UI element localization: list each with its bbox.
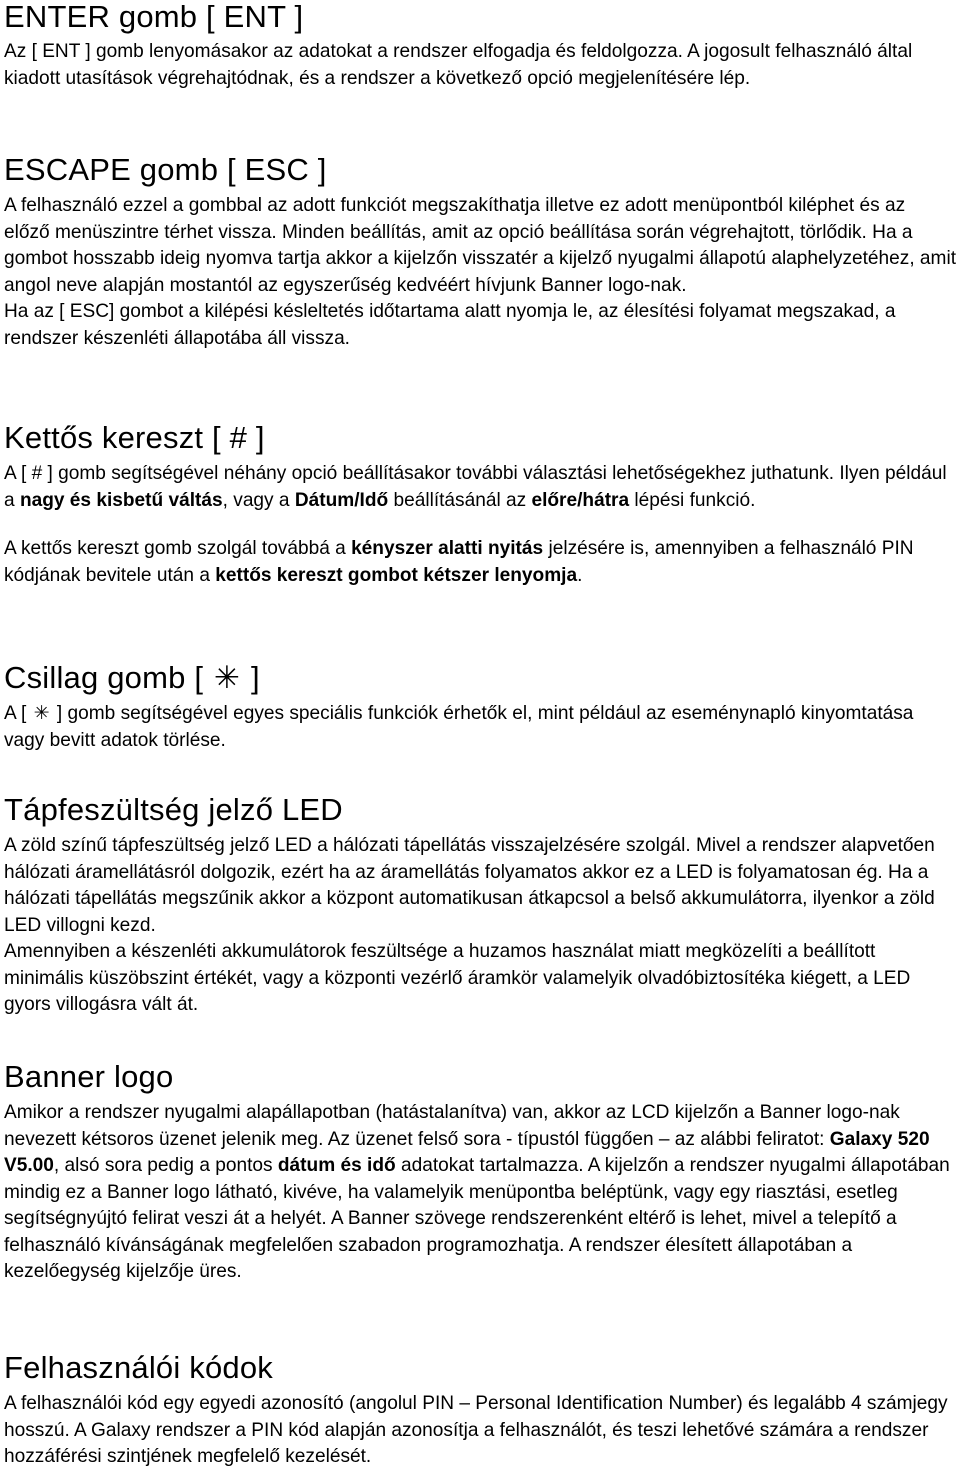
text-run: A [ # ] gomb segítségével néhány opció beállításakor további választási lehetőségekhez juthatunk. Ilyen például a: [4, 463, 947, 511]
asterisk-icon: ✳: [214, 660, 241, 695]
text-run: jelzésére is, amennyiben a felhasználó PIN kódjának bevitele után a: [4, 538, 914, 586]
asterisk-icon: ✳: [33, 703, 50, 724]
heading-escape: ESCAPE gomb [ ESC ]: [4, 152, 327, 187]
text-run: Csillag gomb [: [4, 660, 213, 695]
paragraph-escape-2: Ha az [ ESC] gombot a kilépési késleltetés időtartama alatt nyomja le, az élesítési folyamat megszakad, a rendszer készenléti állapotába áll vissza.: [4, 301, 896, 349]
text-run: ]: [242, 660, 260, 695]
section-enter: [4, 0, 956, 92]
bold-text: nagy és kisbetű váltás: [19, 489, 223, 511]
section-user-codes: [4, 1351, 956, 1471]
text-run: Amikor a rendszer nyugalmi alapállapotban (hatástalanítva) van, akkor az LCD kijelzőn a Banner logo-nak nevezett kétsoros üzenet jelenik meg. Az üzenet felső sora - típustól függően – az alábbi feliratot:: [4, 1102, 900, 1150]
heading-hash: Kettős kereszt [ # ]: [4, 420, 265, 455]
text-run: lépési funkció.: [629, 489, 756, 511]
paragraph-enter: Az [ ENT ] gomb lenyomásakor az adatokat a rendszer elfogadja és feldolgozza. A jogosult felhasználó által kiadott utasítások végrehajtódnak, és a rendszer a következő opció megjelenítésére lép.: [4, 41, 913, 89]
paragraph-power-led-1: A zöld színű tápfeszültség jelző LED a hálózati tápellátás visszajelzésére szolgál. Mivel a rendszer alapvetően hálózati áramellátásról dolgozik, ezért ha az áramellátás folyamatos akkor ez a LED is folyamatosan ég. Ha a hálózati tápellátás megszűnik akkor a központ automatikusan átkapcsol a belső akkumulátorra, ilyenkor a zöld LED villogni kezd.: [4, 835, 935, 936]
heading-star: [4, 661, 956, 695]
heading-enter: ENTER gomb [ ENT ]: [4, 0, 304, 34]
paragraph-power-led-2: Amennyiben a készenléti akkumulátorok feszültsége a huzamos használat miatt megközelíti a beállított minimális küszöbszint értékét, vagy a központi vezérlő áramkör valamelyik olvadóbiztosítéka kiégett, a LED gyors villogásra vált át.: [4, 941, 911, 1015]
paragraph-escape-1: A felhasználó ezzel a gombbal az adott funkciót megszakíthatja illetve ez adott menüpontból kiléphet és az előző menüszintre térhet vissza. Minden beállítás, amit az opció beállítása során végrehajtott, törlődik. Ha a gombot hosszabb ideig nyomva tartja akkor a kijelzőn visszatér a kijelző nyugalmi állapotú alaphelyzetéhez, amit angol neve alapján mostantól az egyszerűség kedvéért hívjunk Banner logo-nak.: [4, 195, 957, 296]
text-run: , vagy a: [222, 489, 295, 511]
heading-power-led: Tápfeszültség jelző LED: [4, 792, 343, 827]
bold-text: dátum és idő: [277, 1155, 396, 1176]
section-star: [4, 661, 956, 754]
section-banner-logo: [4, 1060, 956, 1286]
bold-text: Dátum/Idő: [294, 489, 389, 511]
bold-text: Galaxy 520 V5.00: [4, 1128, 930, 1176]
heading-user-codes: Felhasználói kódok: [4, 1350, 273, 1385]
paragraph-hash-2: [4, 536, 956, 589]
paragraph-banner-logo: [4, 1100, 956, 1286]
text-run: A [: [4, 703, 32, 724]
paragraph-hash-1: [4, 461, 956, 514]
text-run: adatokat tartalmazza. A kijelzőn a rendszer nyugalmi állapotában mindig ez a Banner logo látható, kivéve, ha valamelyik menüpontba beléptünk, vagy egy riasztási, esetleg segítségnyújtó felirat veszi át a helyét. A Banner szövege rendszerenként eltérő is lehet, mivel a telepítő a felhasználó kívánságának megfelelően szabadon programozhatja. A rendszer élesített állapotában a kezelőegység kijelzője üres.: [4, 1155, 950, 1282]
text-run: , alsó sora pedig a pontos: [53, 1155, 278, 1176]
bold-text: kényszer alatti nyitás: [351, 538, 544, 559]
section-escape: [4, 153, 956, 352]
text-run: A kettős kereszt gomb szolgál továbbá a: [4, 538, 352, 559]
text-run: ] gomb segítségével egyes speciális funkciók érhetők el, mint például az eseménynapló kinyomtatása vagy bevitt adatok törlése.: [4, 703, 914, 751]
heading-banner-logo: Banner logo: [4, 1059, 174, 1094]
bold-text: előre/hátra: [531, 489, 630, 511]
text-run: .: [577, 564, 583, 586]
paragraph-star: [4, 701, 956, 754]
section-power-led: [4, 793, 956, 1019]
section-hash: [4, 421, 956, 589]
paragraph-user-codes: A felhasználói kód egy egyedi azonosító (angolul PIN – Personal Identification Number) és legalább 4 számjegy hosszú. A Galaxy rendszer a PIN kód alapján azonosítja a felhasználót, és teszi lehetővé számára a rendszer hozzáférési szintjének megfelelő kezelését.: [4, 1393, 948, 1467]
bold-text: kettős kereszt gombot kétszer lenyomja: [215, 564, 578, 586]
text-run: beállításánál az: [388, 489, 532, 511]
